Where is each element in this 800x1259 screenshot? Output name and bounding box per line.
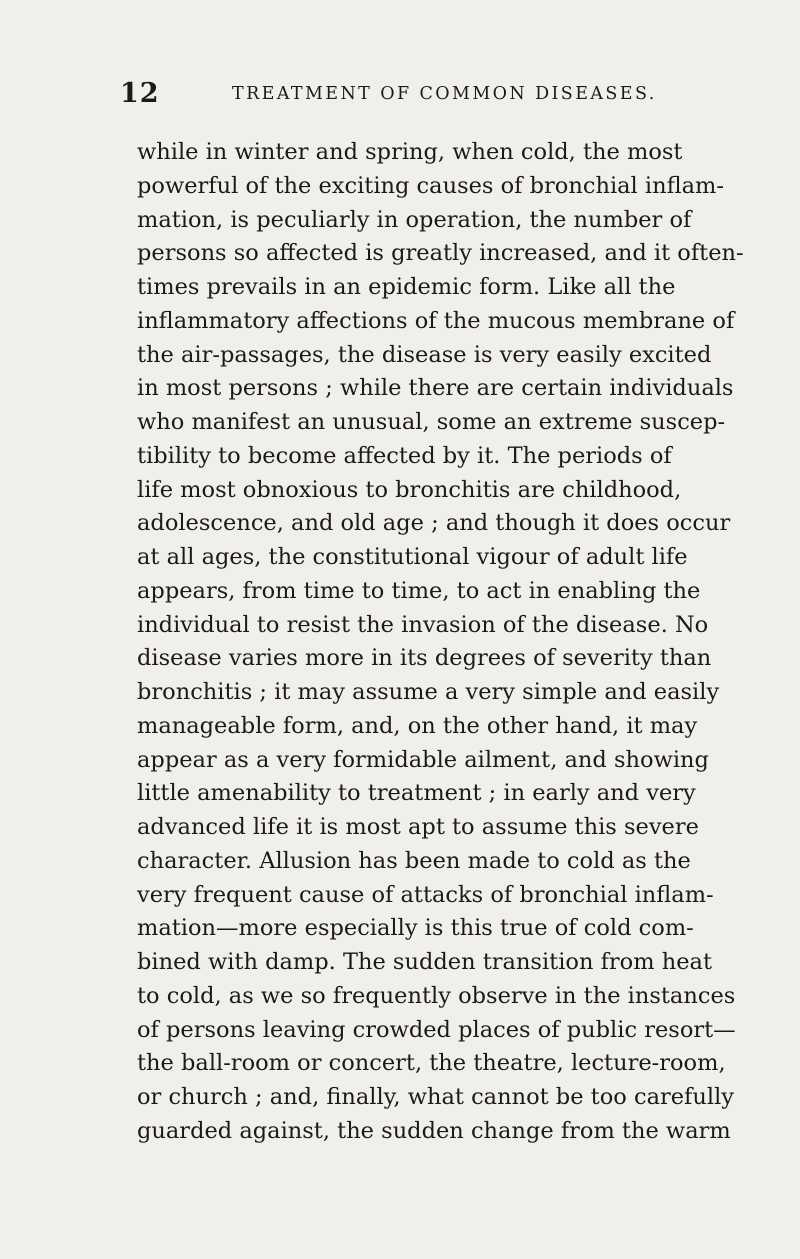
text-line: powerful of the exciting causes of bronchial inflam-	[137, 172, 724, 199]
text-line: or church ; and, finally, what cannot be too carefully	[137, 1084, 734, 1110]
running-title: TREATMENT OF COMMON DISEASES.	[232, 84, 657, 104]
text-line: appears, from time to time, to act in enabling the	[137, 577, 701, 604]
text-line: advanced life it is most apt to assume this severe	[137, 814, 699, 840]
text-line: inflammatory affections of the mucous membrane of	[137, 307, 735, 334]
text-line: persons so affected is greatly increased, and it often-	[137, 240, 744, 267]
text-line: mation, is peculiarly in operation, the number of	[137, 206, 692, 233]
text-line: guarded against, the sudden change from the warm	[137, 1117, 731, 1144]
text-line: in most persons ; while there are certain individuals	[137, 375, 734, 402]
text-line: to cold, as we so frequently observe in the instances	[137, 982, 736, 1009]
text-line: bronchitis ; it may assume a very simple and easily	[137, 679, 720, 705]
text-line: times prevails in an epidemic form. Like all the	[137, 274, 676, 300]
text-line: very frequent cause of attacks of bronchial inflam-	[137, 881, 714, 908]
running-head	[120, 78, 657, 118]
text-line: who manifest an unusual, some an extreme suscep-	[137, 409, 726, 435]
text-line: while in winter and spring, when cold, the most	[137, 139, 683, 165]
text-line: manageable form, and, on the other hand, it may	[137, 712, 698, 739]
page-number: 12	[120, 78, 160, 109]
text-line: disease varies more in its degrees of severity than	[137, 645, 712, 672]
text-line: at all ages, the constitutional vigour of adult life	[137, 544, 688, 570]
text-line: individual to resist the invasion of the disease. No	[137, 611, 709, 638]
text-line: life most obnoxious to bronchitis are childhood,	[137, 476, 682, 503]
text-line: character. Allusion has been made to cold as the	[137, 847, 691, 874]
text-line: the ball-room or concert, the theatre, lecture-room,	[137, 1050, 726, 1077]
text-line: adolescence, and old age ; and though it does occur	[137, 510, 731, 537]
text-line: appear as a very formidable ailment, and showing	[137, 746, 709, 773]
text-line: bined with damp. The sudden transition from heat	[137, 949, 712, 975]
text-line: the air-passages, the disease is very easily excited	[137, 341, 712, 368]
body-text	[137, 136, 744, 1149]
text-line: tibility to become affected by it. The periods of	[137, 442, 672, 469]
text-line: of persons leaving crowded places of public resort—	[137, 1016, 736, 1043]
text-line: mation—more especially is this true of cold com-	[137, 915, 694, 942]
text-line: little amenability to treatment ; in early and very	[137, 780, 696, 807]
